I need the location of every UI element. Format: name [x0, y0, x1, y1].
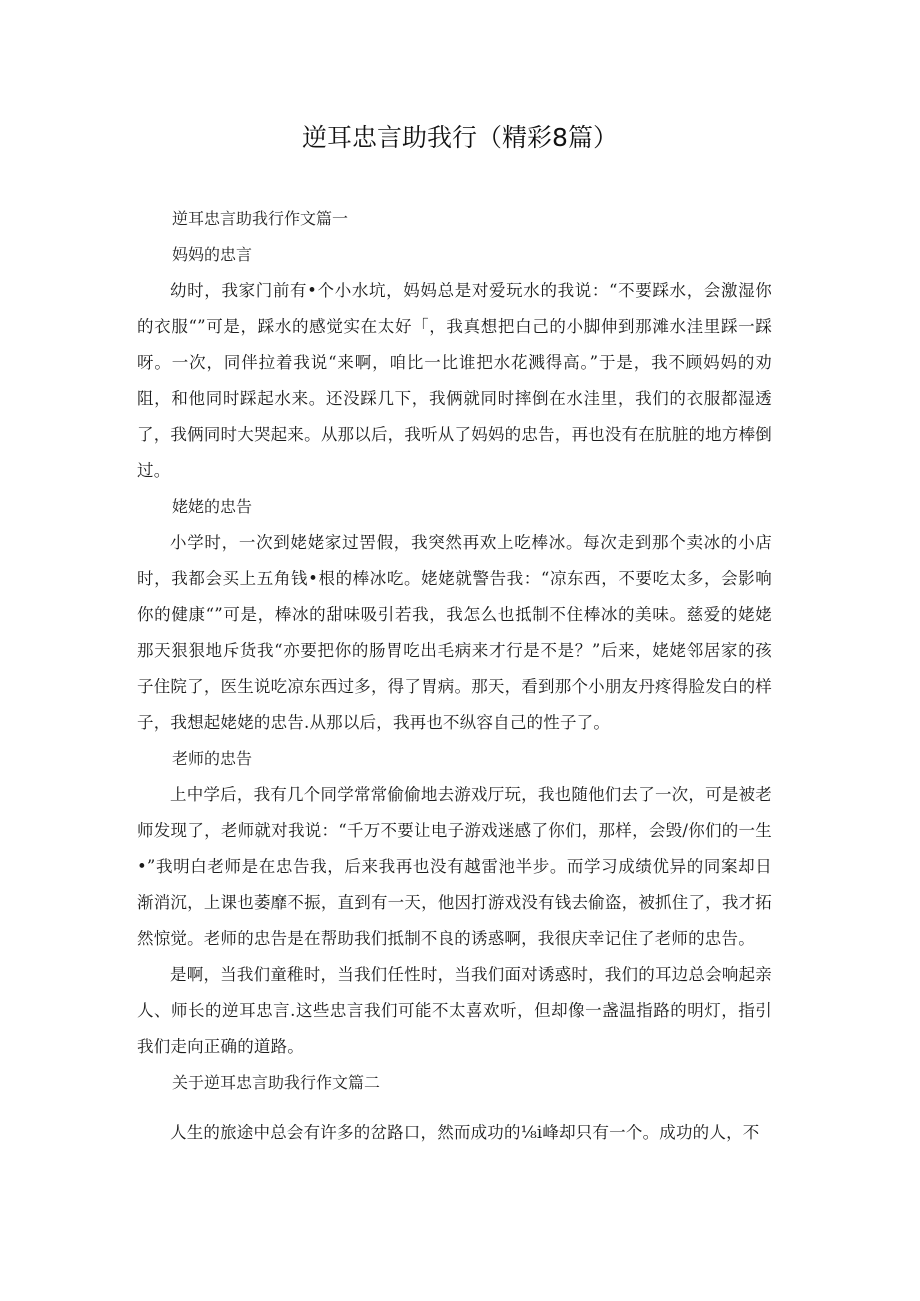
- section-heading-2: 关于逆耳忠言助我行作文篇二: [172, 1073, 381, 1092]
- paragraph-grandmother: 小学时，一次到姥姥家过罟假，我突然再欢上吃棒冰。每次走到那个卖冰的小店时，我都会买上五角钱•根的棒冰吃。姥姥就警告我：“凉东西，不要吃太多，会影响你的健康“”可是，棒冰的甜味吸引若我，我怎么也抵制不住棒冰的美味。慈爱的姥姥那天狠狠地斥货我“亦要把你的肠胃吃出毛病来才行是不是？”后来，姥姥邻居家的孩子住院了，医生说吃凉东西过多，得了胃病。那天，看到那个小朋友丹疼得脸发白的样子，我想起姥姥的忠告.从那以后，我再也不纵容自己的性子了。: [137, 533, 772, 732]
- paragraph-section2: 人生的旅途中总会有许多的岔路口，然而成功的⅛i峰却只有一个。成功的人，不: [170, 1123, 760, 1142]
- subheading-teacher: 老师的忠告: [172, 749, 253, 768]
- document-title: 逆耳忠言助我行（精彩8篇）: [302, 123, 618, 152]
- subheading-mother: 妈妈的忠言: [172, 245, 253, 264]
- section-heading-1: 逆耳忠言助我行作文篇一: [172, 209, 349, 228]
- paragraph-teacher: 上中学后，我有几个同学常常偷偷地去游戏厅玩，我也随他们去了一次，可是被老师发现了，老师就对我说：“千万不要让电子游戏迷感了你们，那样，会毁/你们的一生•”我明白老师是在忠告我，后来我再也没有越雷池半步。而学习成绩优异的同案却日渐消沉，上课也萎靡不振，直到有一天，他因打游戏没有钱去偷盗，被抓住了，我才拓然惊觉。老师的忠告是在帮助我们抵制不良的诱惑啊，我很庆幸记住了老师的忠告。: [137, 785, 772, 948]
- paragraph-mother: 幼时，我家门前有•个小水坑，妈妈总是对爱玩水的我说：“不要踩水，会激湿你的衣服“”可是，踩水的感觉实在太好「，我真想把白己的小脚伸到那滩水洼里踩一踩呀。一次，同伴拉着我说“来啊，咱比一比谁把水花溅得高。”于是，我不顾妈妈的劝阻，和他同时踩起水来。还没踩几下，我俩就同时摔倒在水洼里，我们的衣服都湿透了，我俩同时大哭起来。从那以后，我听从了妈妈的忠告，再也没有在肮脏的地方棒倒过。: [137, 281, 772, 480]
- section-gap: [137, 1101, 772, 1115]
- subheading-grandmother: 姥姥的忠告: [172, 497, 253, 516]
- paragraph-conclusion: 是啊，当我们童稚时，当我们任性时，当我们面对诱惑时，我们的耳边总会响起亲人、师长的逆耳忠言.这些忠言我们可能不太喜欢听，但却像一盏温指路的明灯，指引我们走向正确的道路。: [137, 965, 772, 1056]
- document-body: [137, 201, 772, 1151]
